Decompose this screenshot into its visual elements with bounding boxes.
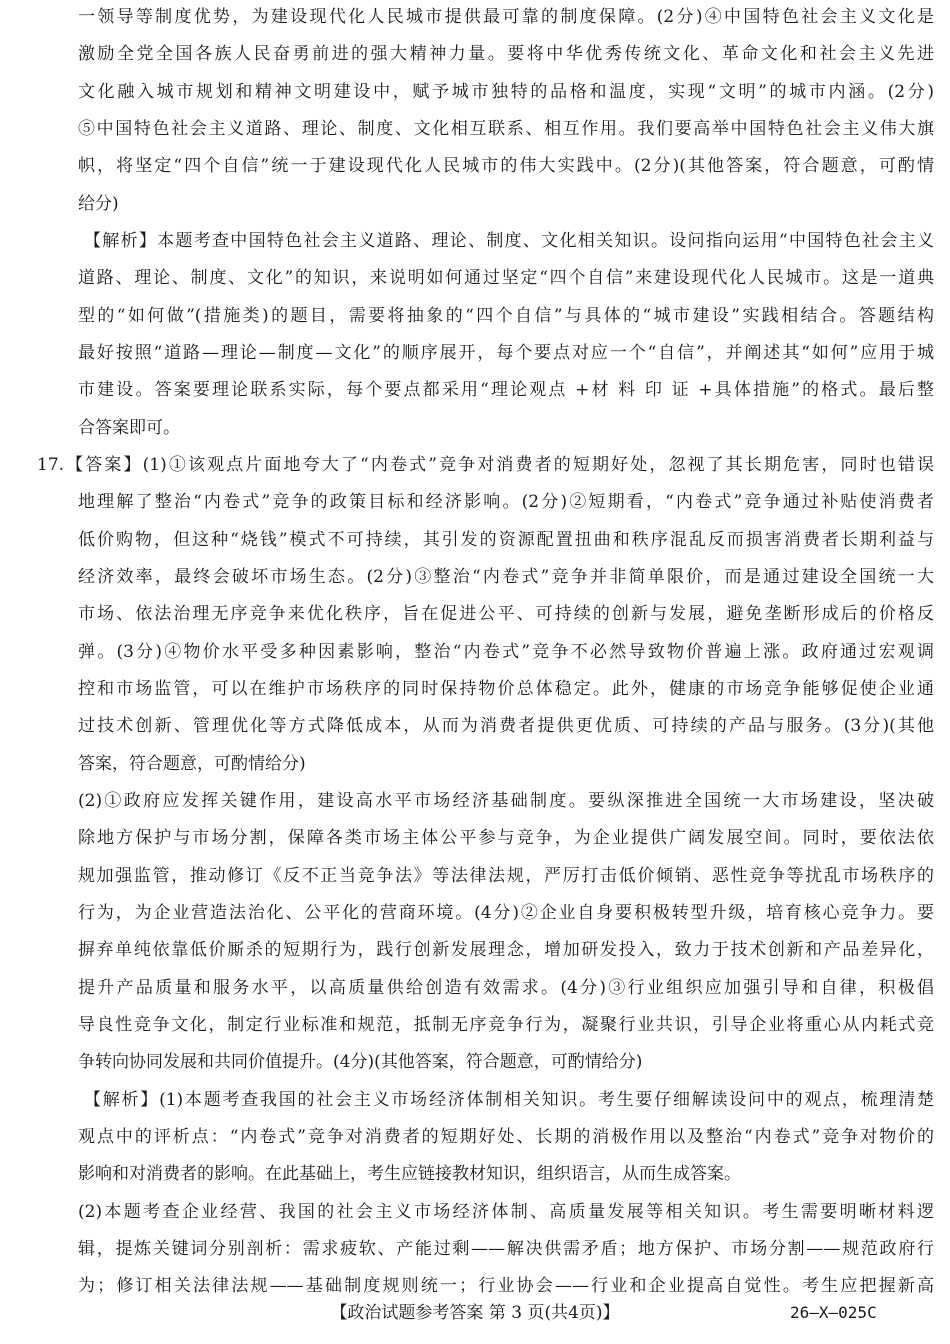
text-line: 控和市场监管，可以在维护市场秩序的同时保持物价总体稳定。此外，健康的市场竞争能够促使企业通 bbox=[78, 679, 934, 699]
text-line: 经济效率，最终会破坏市场生态。(2分)③整治“内卷式”竞争并非简单限价，而是通过建设全国统一大 bbox=[78, 567, 934, 587]
text-line: 型的“如何做”(措施类)的题目，需要将抽象的“四个自信”与具体的“城市建设”实践相结合。答题结构 bbox=[78, 306, 934, 326]
text-line: 争转向协同发展和共同价值提升。(4分)(其他答案，符合题意，可酌情给分) bbox=[78, 1052, 643, 1072]
text-line: 过技术创新、管理优化等方式降低成本，从而为消费者提供更优质、可持续的产品与服务。(3分)(其他 bbox=[78, 716, 934, 736]
text-line: ⑤中国特色社会主义道路、理论、制度、文化相互联系、相互作用。我们要高举中国特色社会主义伟大旗 bbox=[78, 119, 934, 139]
text-line: 激励全党全国各族人民奋勇前进的强大精神力量。要将中华优秀传统文化、革命文化和社会主义先进 bbox=[78, 44, 934, 64]
part-2-answer-line: (2)①政府应发挥关键作用，建设高水平市场经济基础制度。要纵深推进全国统一大市场建设，坚决破 bbox=[78, 791, 934, 811]
analysis-heading-line: 【解析】本题考查中国特色社会主义道路、理论、制度、文化相关知识。设问指向运用“中国特色社会主义 bbox=[84, 231, 934, 251]
text-line: 文化融入城市规划和精神文明建设中，赋予城市独特的品格和温度，实现“文明”的城市内涵。(2分) bbox=[78, 82, 934, 102]
question-17-answer-line: 17.【答案】(1)①该观点片面地夸大了“内卷式”竞争对消费者的短期好处，忽视了其长期危害，同时也错误 bbox=[37, 455, 934, 475]
text-line: 影响和对消费者的影响。在此基础上，考生应链接教材知识，组织语言，从而生成答案。 bbox=[78, 1164, 741, 1184]
text-line: 答案，符合题意，可酌情给分) bbox=[78, 754, 306, 774]
text-line: 最好按照“道路—理论—制度—文化”的顺序展开，每个要点对应一个“自信”，并阐述其“如何”应用于城 bbox=[78, 343, 934, 363]
text-line: 导良性竞争文化，制定行业标准和规范，抵制无序竞争行为，凝聚行业共识，引导企业将重心从内耗式竞 bbox=[78, 1015, 934, 1035]
text-line: 辑，提炼关键词分别剖析：需求疲软、产能过剩——解决供需矛盾；地方保护、市场分割——规范政府行 bbox=[78, 1239, 934, 1259]
text-line: 道路、理论、制度、文化”的知识，来说明如何通过坚定“四个自信”来建设现代化人民城市。这是一道典 bbox=[78, 268, 934, 288]
text-line: 观点中的评析点：“内卷式”竞争对消费者的短期好处、长期的消极作用以及整治“内卷式”竞争对物价的 bbox=[78, 1127, 934, 1147]
text-line: 低价购物，但这种“烧钱”模式不可持续，其引发的资源配置扭曲和秩序混乱反而损害消费者长期利益与 bbox=[78, 530, 934, 550]
text-line: 一领导等制度优势，为建设现代化人民城市提供最可靠的制度保障。(2分)④中国特色社会主义文化是 bbox=[78, 7, 934, 27]
text-line: 除地方保护与市场分割，保障各类市场主体公平参与竞争，为企业提供广阔发展空间。同时，要依法依 bbox=[78, 828, 934, 848]
text-line: 为；修订相关法律法规——基础制度规则统一；行业协会——行业和企业提高自觉性。考生应把握新高 bbox=[78, 1276, 934, 1296]
analysis-heading-line: 【解析】(1)本题考查我国的社会主义市场经济体制相关知识。考生要仔细解读设问中的观点，梳理清楚 bbox=[84, 1090, 934, 1110]
page-footer bbox=[0, 1300, 950, 1326]
text-line: 规加强监管，推动修订《反不正当竞争法》等法律法规，严厉打击低价倾销、恶性竞争等扰乱市场秩序的 bbox=[78, 866, 934, 886]
text-line: 地理解了整治“内卷式”竞争的政策目标和经济影响。(2分)②短期看，“内卷式”竞争通过补贴使消费者 bbox=[78, 492, 934, 512]
text-line: (2)本题考查企业经营、我国的社会主义市场经济体制、高质量发展等相关知识。考生需要明晰材料逻 bbox=[78, 1202, 934, 1222]
text-line: 合答案即可。 bbox=[78, 418, 180, 438]
text-line: 弹。(3分)④物价水平受多种因素影响，整治“内卷式”竞争不必然导致物价普遍上涨。政府通过宏观调 bbox=[78, 642, 934, 662]
text-line: 行为，为企业营造法治化、公平化的营商环境。(4分)②企业自身要积极转型升级，培育核心竞争力。要 bbox=[78, 903, 934, 923]
text-line: 市场、依法治理无序竞争来优化秩序，旨在促进公平、可持续的创新与发展，避免垄断形成后的价格反 bbox=[78, 604, 934, 624]
text-line: 帜，将坚定“四个自信”统一于建设现代化人民城市的伟大实践中。(2分)(其他答案，符合题意，可酌情 bbox=[78, 156, 934, 176]
footer-title: 【政治试题参考答案 第 3 页(共4页)】 bbox=[330, 1303, 620, 1323]
text-line: 提升产品质量和服务水平，以高质量供给创造有效需求。(4分)③行业组织应加强引导和自律，积极倡 bbox=[78, 978, 934, 998]
text-line: 市建设。答案要理论联系实际，每个要点都采用“理论观点 +材 料 印 证 +具体措施”的格式。最后整 bbox=[78, 380, 934, 400]
footer-code: 26—X—025C bbox=[790, 1303, 877, 1322]
text-line: 摒弃单纯依靠低价厮杀的短期行为，践行创新发展理念，增加研发投入，致力于技术创新和产品差异化， bbox=[78, 940, 934, 960]
text-line: 给分) bbox=[78, 194, 119, 214]
